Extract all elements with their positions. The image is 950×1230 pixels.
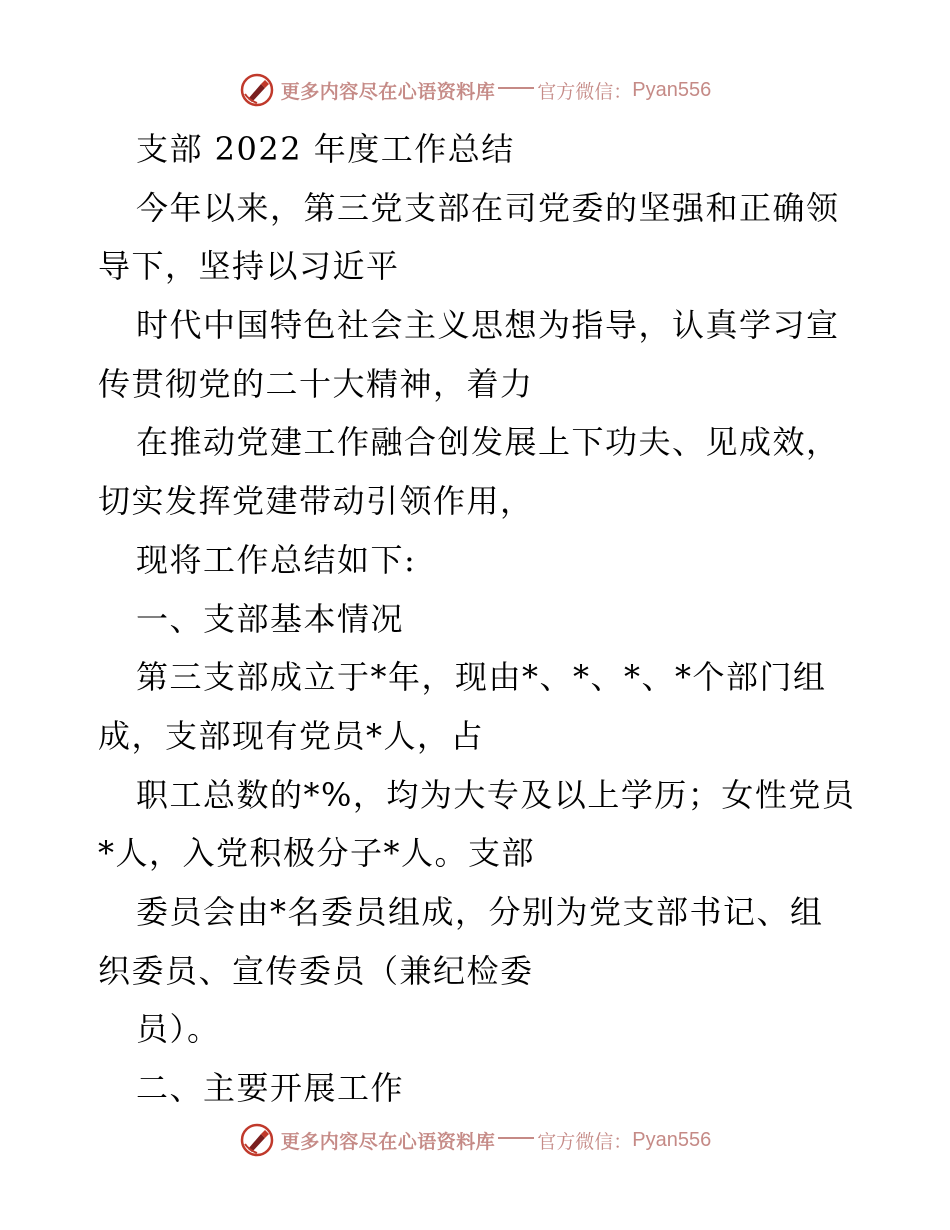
document-body (98, 120, 858, 1118)
watermark-contact-id: Pyan556 (632, 1128, 712, 1151)
watermark-contact-id: Pyan556 (632, 78, 712, 101)
paragraph-line: 织委员、宣传委员（兼纪检委 (98, 951, 534, 990)
document-title: 支部 2022 年度工作总结 (136, 130, 515, 168)
paragraph-line: *人，入党积极分子*人。支部 (98, 834, 536, 873)
section-heading: 一、支部基本情况 (136, 599, 405, 638)
paragraph-line: 导下，坚持以习近平 (98, 247, 400, 286)
paragraph-line: 员）。 (136, 1010, 221, 1049)
paragraph-line: 切实发挥党建带动引领作用， (98, 482, 534, 521)
section-heading: 二、主要开展工作 (136, 1069, 405, 1107)
paragraph-line: 委员会由*名委员组成，分别为党支部书记、组 (136, 892, 824, 931)
watermark-contact-prefix: 官方微信： (537, 1130, 633, 1153)
paragraph-line: 现将工作总结如下: (136, 540, 417, 579)
paragraph-line: 今年以来，第三党支部在司党委的坚强和正确领 (136, 188, 840, 227)
paragraph-line: 第三支部成立于*年，现由*、*、*、*个部门组 (136, 658, 827, 697)
watermark-site-text: 更多内容尽在心语资料库 (280, 80, 496, 103)
paragraph-line: 在推动党建工作融合创发展上下功夫、见成效， (136, 423, 840, 462)
watermark-dash (498, 1137, 534, 1139)
watermark-contact-prefix: 官方微信： (537, 80, 633, 103)
watermark-footer (0, 1120, 950, 1160)
pen-logo-icon (239, 1122, 275, 1158)
paragraph-line: 传贯彻党的二十大精神，着力 (98, 364, 534, 403)
watermark-site-text: 更多内容尽在心语资料库 (280, 1130, 496, 1153)
watermark-dash (498, 87, 534, 89)
paragraph-line: 时代中国特色社会主义思想为指导，认真学习宣 (136, 306, 840, 345)
watermark-header (0, 70, 950, 110)
paragraph-line: 成，支部现有党员*人，占 (98, 716, 485, 755)
paragraph-line: 职工总数的*%，均为大专及以上学历；女性党员 (136, 775, 856, 814)
pen-logo-icon (239, 72, 275, 108)
